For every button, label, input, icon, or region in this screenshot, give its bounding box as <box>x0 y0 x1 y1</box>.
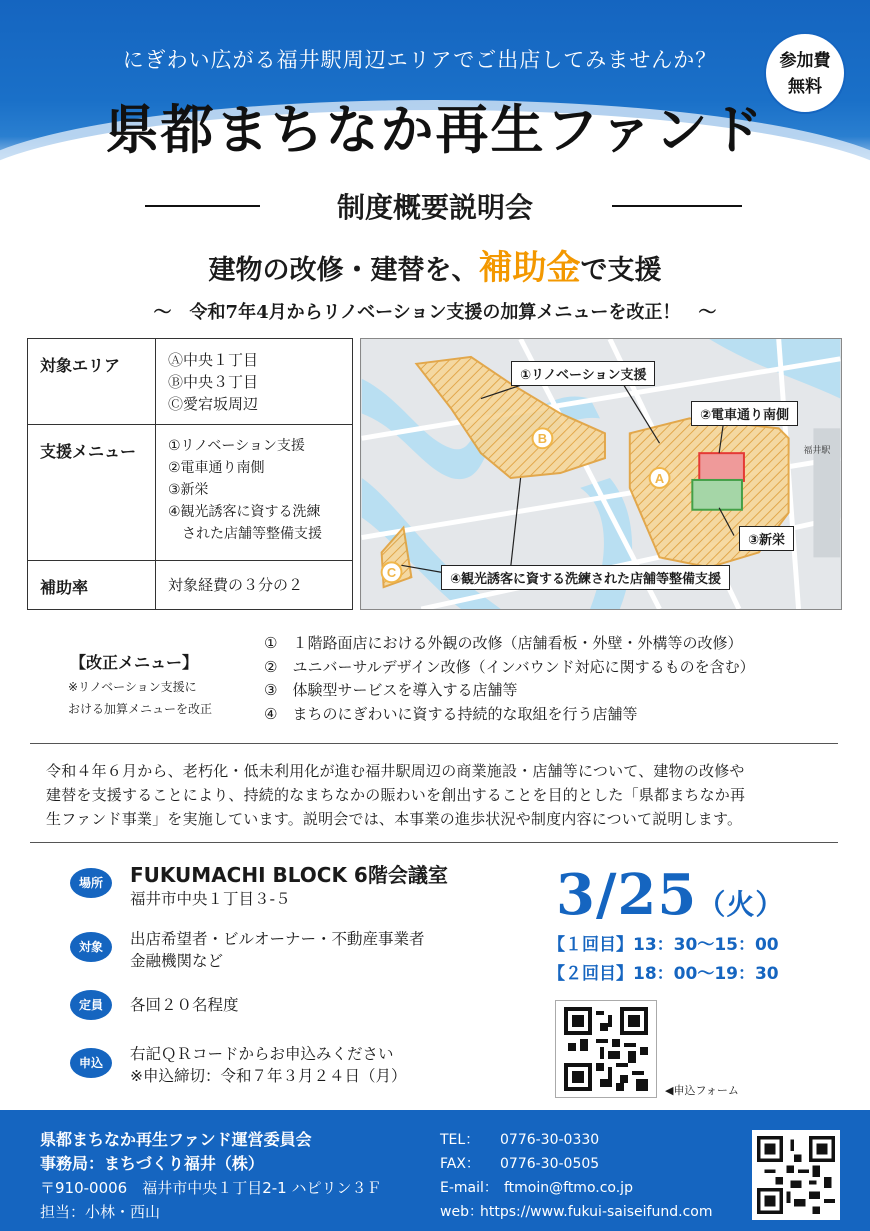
value-line: ④観光誘客に資する洗練 <box>168 504 321 520</box>
email-row <box>440 1176 712 1200</box>
qr-code-icon <box>562 1007 650 1091</box>
venue-label: 場所 <box>70 868 112 898</box>
page-title: 県都まちなか再生ファンド <box>105 99 765 161</box>
date-value: 3/25 <box>556 862 698 928</box>
description <box>46 759 816 831</box>
venue-name: FUKUMACHI BLOCK 6階会議室 <box>130 863 448 887</box>
value-line: された店舗等整備支援 <box>168 526 322 542</box>
callout-shinsakae: ③新栄 <box>739 526 794 551</box>
web-link[interactable]: https://www.fukui-saiseifund.com <box>480 1204 713 1220</box>
support-highlight: 補助金 <box>478 248 581 288</box>
area-map <box>360 338 842 610</box>
note-line: おける加算メニューを改正 <box>68 702 213 716</box>
area-a-label: A <box>654 470 665 486</box>
area-c-label: C <box>386 565 397 581</box>
subtitle-block <box>0 186 870 226</box>
office-address: 〒910-0006 福井市中央１丁目2-1 ハピリン３Ｆ <box>40 1179 382 1197</box>
application-qr-code[interactable] <box>555 1000 657 1098</box>
description-line: 生ファンド事業」を実施しています。説明会では、本事業の進歩状況や制度内容について説明します。 <box>46 810 743 828</box>
tel-key: TEL： <box>440 1132 480 1148</box>
target-line: 金融機関など <box>130 952 224 970</box>
row-values <box>168 349 258 415</box>
footer <box>0 1110 870 1231</box>
badge-line1: 参加費 <box>779 51 831 71</box>
value-line: Ⓐ中央１丁目 <box>168 351 259 369</box>
overview-table <box>27 338 353 610</box>
day-of-week: （火） <box>697 888 785 921</box>
web-row <box>440 1200 712 1224</box>
note-line: ※リノベーション支援に <box>68 680 197 694</box>
capacity-text: 各回２０名程度 <box>130 996 239 1014</box>
office-name: 事務局：まちづくり福井（株） <box>40 1154 264 1173</box>
support-pre: 建物の改修・建替を、 <box>208 255 479 286</box>
station-label: 福井駅 <box>803 446 831 457</box>
table-row <box>28 339 352 425</box>
subtitle-rule-right <box>612 205 742 207</box>
qr-caption: ◀申込フォーム <box>665 1084 739 1097</box>
row-values <box>168 574 303 596</box>
event-date <box>556 862 784 928</box>
footer-contact <box>440 1128 712 1224</box>
value-line: ③新栄 <box>168 482 209 498</box>
apply-line: 右記ＱＲコードからお申込みください <box>130 1045 394 1063</box>
value-line: ①リノベーション支援 <box>168 438 305 454</box>
apply-label: 申込 <box>70 1048 112 1078</box>
value-line: 対象経費の３分の２ <box>168 576 304 594</box>
list-item: ② ユニバーサルデザイン改修（インバウンド対応に関するものを含む） <box>264 657 755 676</box>
value-line: ②電車通り南側 <box>168 460 265 476</box>
callout-tram-south: ②電車通り南側 <box>691 401 798 426</box>
web-key: web： <box>440 1204 483 1220</box>
value-line: Ⓑ中央３丁目 <box>168 373 259 391</box>
row-key: 補助率 <box>28 561 156 609</box>
list-item: ③ 体験型サービスを導入する店舗等 <box>264 681 518 699</box>
table-row <box>28 425 352 561</box>
venue-address: 福井市中央１丁目３-５ <box>130 890 291 908</box>
callout-renovation: ①リノベーション支援 <box>511 361 655 386</box>
email-link[interactable]: ftmoin@ftmo.co.jp <box>504 1180 633 1196</box>
list-item: ① １階路面店における外観の改修（店舗看板・外壁・外構等の改修） <box>264 634 743 652</box>
subtitle: 制度概要説明会 <box>336 191 533 224</box>
tel-row <box>440 1128 712 1152</box>
revision-menu-list <box>264 632 755 726</box>
fax-value: 0776-30-0505 <box>500 1156 600 1172</box>
zone-red <box>699 453 744 481</box>
tel-value[interactable]: 0776-30-0330 <box>500 1132 600 1148</box>
description-line: 令和４年６月から、老朽化・低未利用化が進む福井駅周辺の商業施設・店舗等について、建物の改修や <box>46 762 745 780</box>
table-row <box>28 561 352 609</box>
target-line: 出店希望者・ビルオーナー・不動産事業者 <box>130 930 425 948</box>
zone-green <box>692 480 742 510</box>
email-key: E-mail： <box>440 1180 498 1196</box>
target-text <box>130 928 425 972</box>
list-item: ④ まちのにぎわいに資する持続的な取組を行う店舗等 <box>264 704 638 723</box>
website-qr-code[interactable] <box>752 1130 840 1220</box>
org-name: 県都まちなか再生ファンド運営委員会 <box>40 1130 312 1149</box>
value-line: Ⓒ愛宕坂周辺 <box>168 395 259 413</box>
capacity-label: 定員 <box>70 990 112 1020</box>
qr-code-icon <box>757 1135 835 1215</box>
revision-menu-heading: 【改正メニュー】 <box>70 653 199 672</box>
footer-organization <box>40 1128 382 1224</box>
revision-menu-note <box>68 676 212 720</box>
callout-tourism: ④観光誘客に資する洗練された店舗等整備支援 <box>441 565 730 590</box>
fax-key: FAX： <box>440 1156 480 1172</box>
support-post: で支援 <box>580 255 662 286</box>
tagline: にぎわい広がる福井駅周辺エリアでご出店してみませんか？ <box>122 48 718 72</box>
support-headline <box>0 240 870 289</box>
contact-person: 担当：小林・西山 <box>40 1203 161 1221</box>
area-b-label: B <box>537 431 548 447</box>
row-values <box>168 435 322 545</box>
badge-line2: 無料 <box>788 77 822 97</box>
description-line: 建替を支援することにより、持続的なまちなかの賑わいを創出することを目的とした「県都まちなか再 <box>46 786 746 804</box>
revision-notice: ～ 令和7年4月からリノベーション支援の加算メニューを改正！ ～ <box>153 302 717 323</box>
session-2: 【２回目】18：00～19：30 <box>548 964 779 984</box>
session-1: 【１回目】13：30～15：00 <box>548 935 779 955</box>
row-key: 支援メニュー <box>28 425 156 560</box>
fax-row <box>440 1152 712 1176</box>
row-key: 対象エリア <box>28 339 156 424</box>
target-label: 対象 <box>70 932 112 962</box>
apply-text <box>130 1043 407 1087</box>
apply-line: ※申込締切：令和７年３月２４日（月） <box>130 1067 407 1085</box>
